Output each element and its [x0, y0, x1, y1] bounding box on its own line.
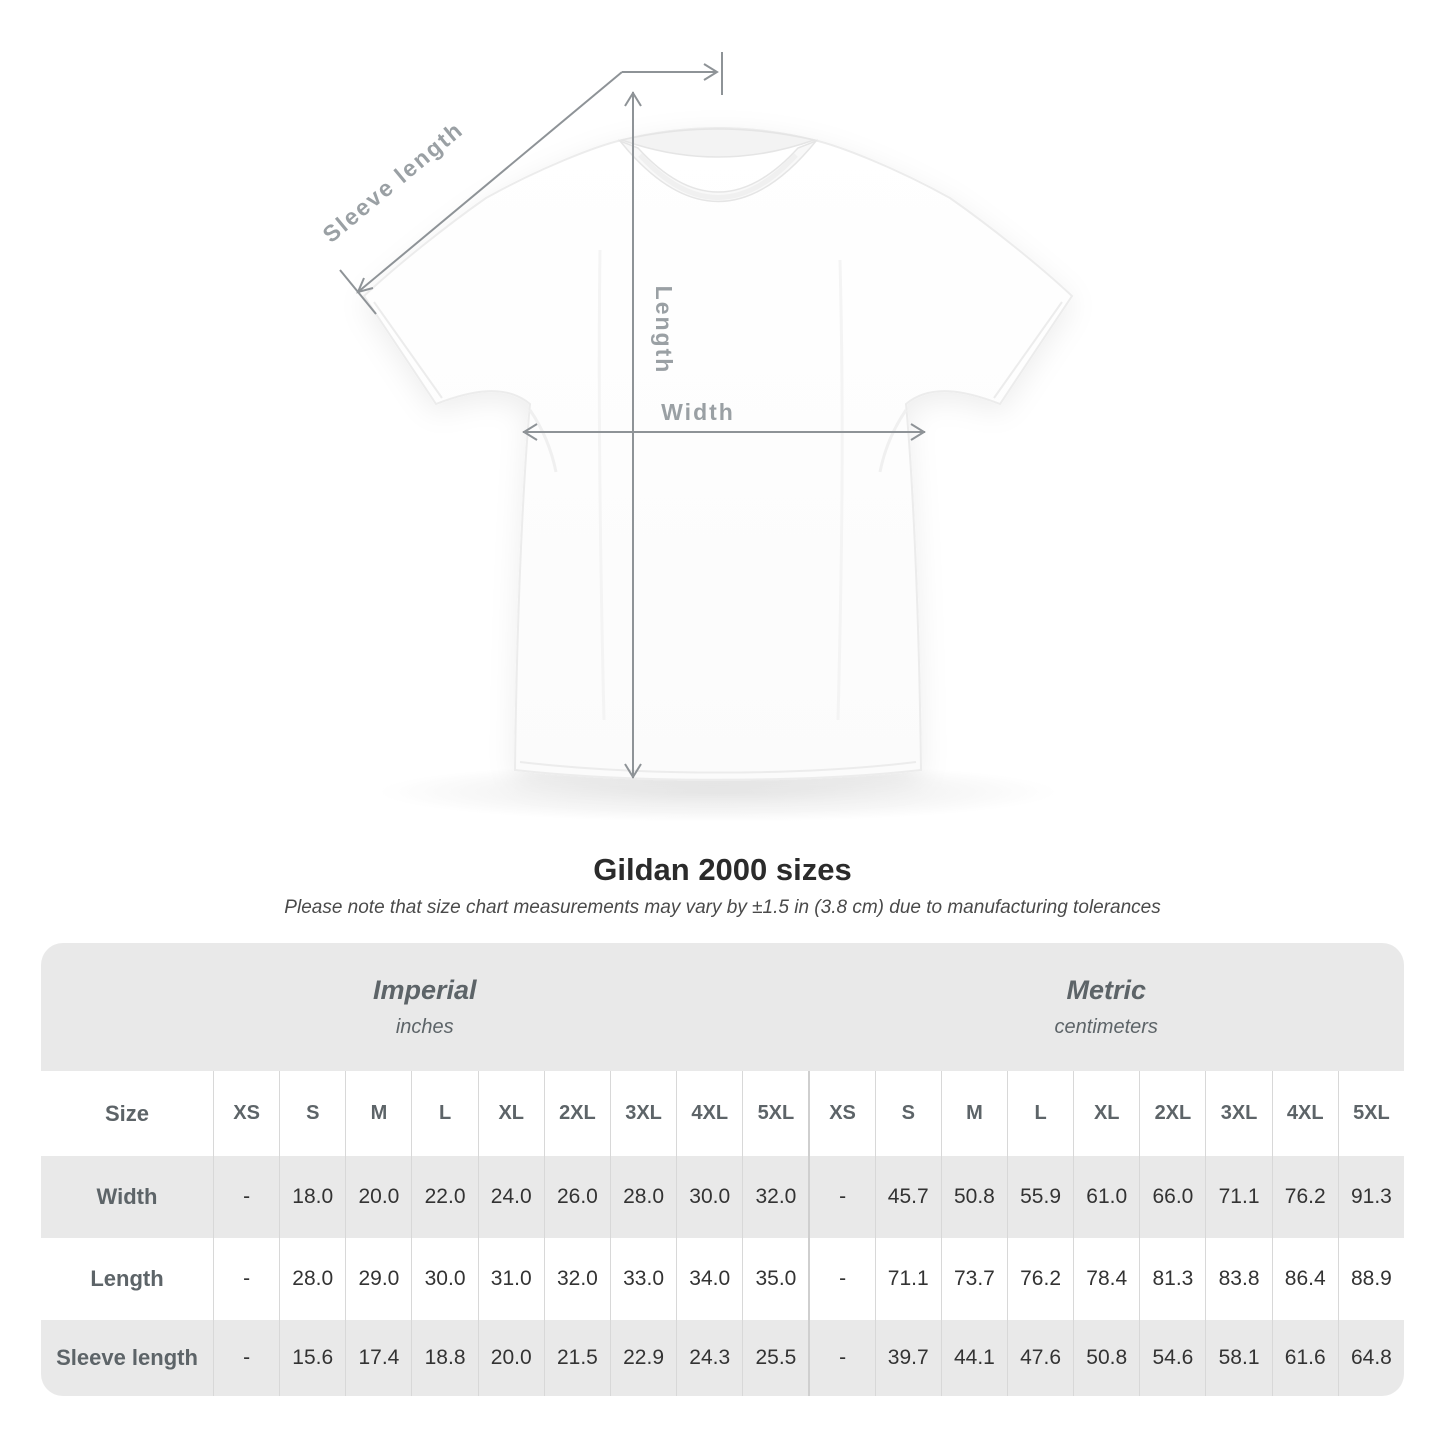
size-header-metric-4xl: 4XL [1272, 1071, 1338, 1156]
value-cell: 81.3 [1139, 1238, 1205, 1320]
value-cell: 20.0 [345, 1156, 411, 1238]
value-cell: 47.6 [1007, 1320, 1073, 1396]
value-cell: 64.8 [1338, 1320, 1404, 1396]
value-cell: 39.7 [875, 1320, 941, 1396]
value-cell: - [808, 1238, 874, 1320]
size-chart-table [41, 943, 1404, 1396]
size-chart-grid [41, 943, 1404, 1396]
size-column-header: Size [104, 1100, 150, 1126]
value-cell: 54.6 [1139, 1320, 1205, 1396]
value-cell: 15.6 [279, 1320, 345, 1396]
value-cell: 21.5 [544, 1320, 610, 1396]
size-header-metric-3xl: 3XL [1205, 1071, 1271, 1156]
value-cell: 61.0 [1073, 1156, 1139, 1238]
value-cell: 58.1 [1205, 1320, 1271, 1396]
value-cell: 76.2 [1272, 1156, 1338, 1238]
size-header-imperial-5xl: 5XL [742, 1071, 808, 1156]
value-cell: - [808, 1156, 874, 1238]
value-cell: 31.0 [478, 1238, 544, 1320]
value-cell: 83.8 [1205, 1238, 1271, 1320]
value-cell: 86.4 [1272, 1238, 1338, 1320]
value-cell: 73.7 [941, 1238, 1007, 1320]
value-cell: 25.5 [742, 1320, 808, 1396]
row-label-2: Sleeve length [41, 1320, 213, 1396]
size-header-metric-xl: XL [1073, 1071, 1139, 1156]
width-label: Width [661, 399, 735, 425]
value-cell: 24.0 [478, 1156, 544, 1238]
value-cell: 71.1 [1205, 1156, 1271, 1238]
value-cell: - [808, 1320, 874, 1396]
value-cell: 91.3 [1338, 1156, 1404, 1238]
size-header-imperial-l: L [411, 1071, 477, 1156]
value-cell: 71.1 [875, 1238, 941, 1320]
value-cell: 32.0 [544, 1238, 610, 1320]
value-cell: 30.0 [411, 1238, 477, 1320]
value-cell: 50.8 [1073, 1320, 1139, 1396]
value-cell: 17.4 [345, 1320, 411, 1396]
value-cell: 28.0 [279, 1238, 345, 1320]
value-cell: 24.3 [676, 1320, 742, 1396]
metric-group-label: Metric [1066, 975, 1146, 1005]
value-cell: 66.0 [1139, 1156, 1205, 1238]
value-cell: 50.8 [941, 1156, 1007, 1238]
page-title: Gildan 2000 sizes [593, 852, 852, 887]
size-header-imperial-xs: XS [213, 1071, 279, 1156]
value-cell: 28.0 [610, 1156, 676, 1238]
value-cell: 45.7 [875, 1156, 941, 1238]
metric-group-units: centimeters [1054, 1016, 1158, 1038]
size-header-imperial-m: M [345, 1071, 411, 1156]
value-cell: 20.0 [478, 1320, 544, 1396]
value-cell: 88.9 [1338, 1238, 1404, 1320]
value-cell: - [213, 1320, 279, 1396]
row-label-0: Width [41, 1156, 213, 1238]
value-cell: 44.1 [941, 1320, 1007, 1396]
size-header-metric-xs: XS [808, 1071, 874, 1156]
size-header-imperial-s: S [279, 1071, 345, 1156]
value-cell: - [213, 1238, 279, 1320]
value-cell: 22.9 [610, 1320, 676, 1396]
value-cell: 30.0 [676, 1156, 742, 1238]
value-cell: 76.2 [1007, 1238, 1073, 1320]
size-header-imperial-2xl: 2XL [544, 1071, 610, 1156]
value-cell: 35.0 [742, 1238, 808, 1320]
sleeve-length-label: Sleeve length [317, 116, 469, 248]
size-header-imperial-4xl: 4XL [676, 1071, 742, 1156]
imperial-group-units: inches [395, 1016, 454, 1038]
size-header-metric-s: S [875, 1071, 941, 1156]
tolerance-note: Please note that size chart measurements may vary by ±1.5 in (3.8 cm) due to manufacturing tolerances [284, 897, 1161, 918]
value-cell: 22.0 [411, 1156, 477, 1238]
length-label: Length [651, 285, 677, 375]
row-label-1: Length [90, 1266, 164, 1291]
value-cell: 26.0 [544, 1156, 610, 1238]
value-cell: 61.6 [1272, 1320, 1338, 1396]
value-cell: 18.8 [411, 1320, 477, 1396]
value-cell: 78.4 [1073, 1238, 1139, 1320]
size-header-imperial-3xl: 3XL [610, 1071, 676, 1156]
size-header-metric-m: M [941, 1071, 1007, 1156]
metric-group-header [808, 943, 1404, 1071]
value-cell: - [213, 1156, 279, 1238]
value-cell: 18.0 [279, 1156, 345, 1238]
imperial-group-label: Imperial [372, 975, 477, 1005]
value-cell: 32.0 [742, 1156, 808, 1238]
value-cell: 33.0 [610, 1238, 676, 1320]
value-cell: 55.9 [1007, 1156, 1073, 1238]
size-header-imperial-xl: XL [478, 1071, 544, 1156]
value-cell: 34.0 [676, 1238, 742, 1320]
value-cell: 29.0 [345, 1238, 411, 1320]
size-header-metric-2xl: 2XL [1139, 1071, 1205, 1156]
size-header-metric-l: L [1007, 1071, 1073, 1156]
imperial-group-header [41, 943, 808, 1071]
size-header-metric-5xl: 5XL [1338, 1071, 1404, 1156]
tshirt-shape [364, 128, 1072, 780]
